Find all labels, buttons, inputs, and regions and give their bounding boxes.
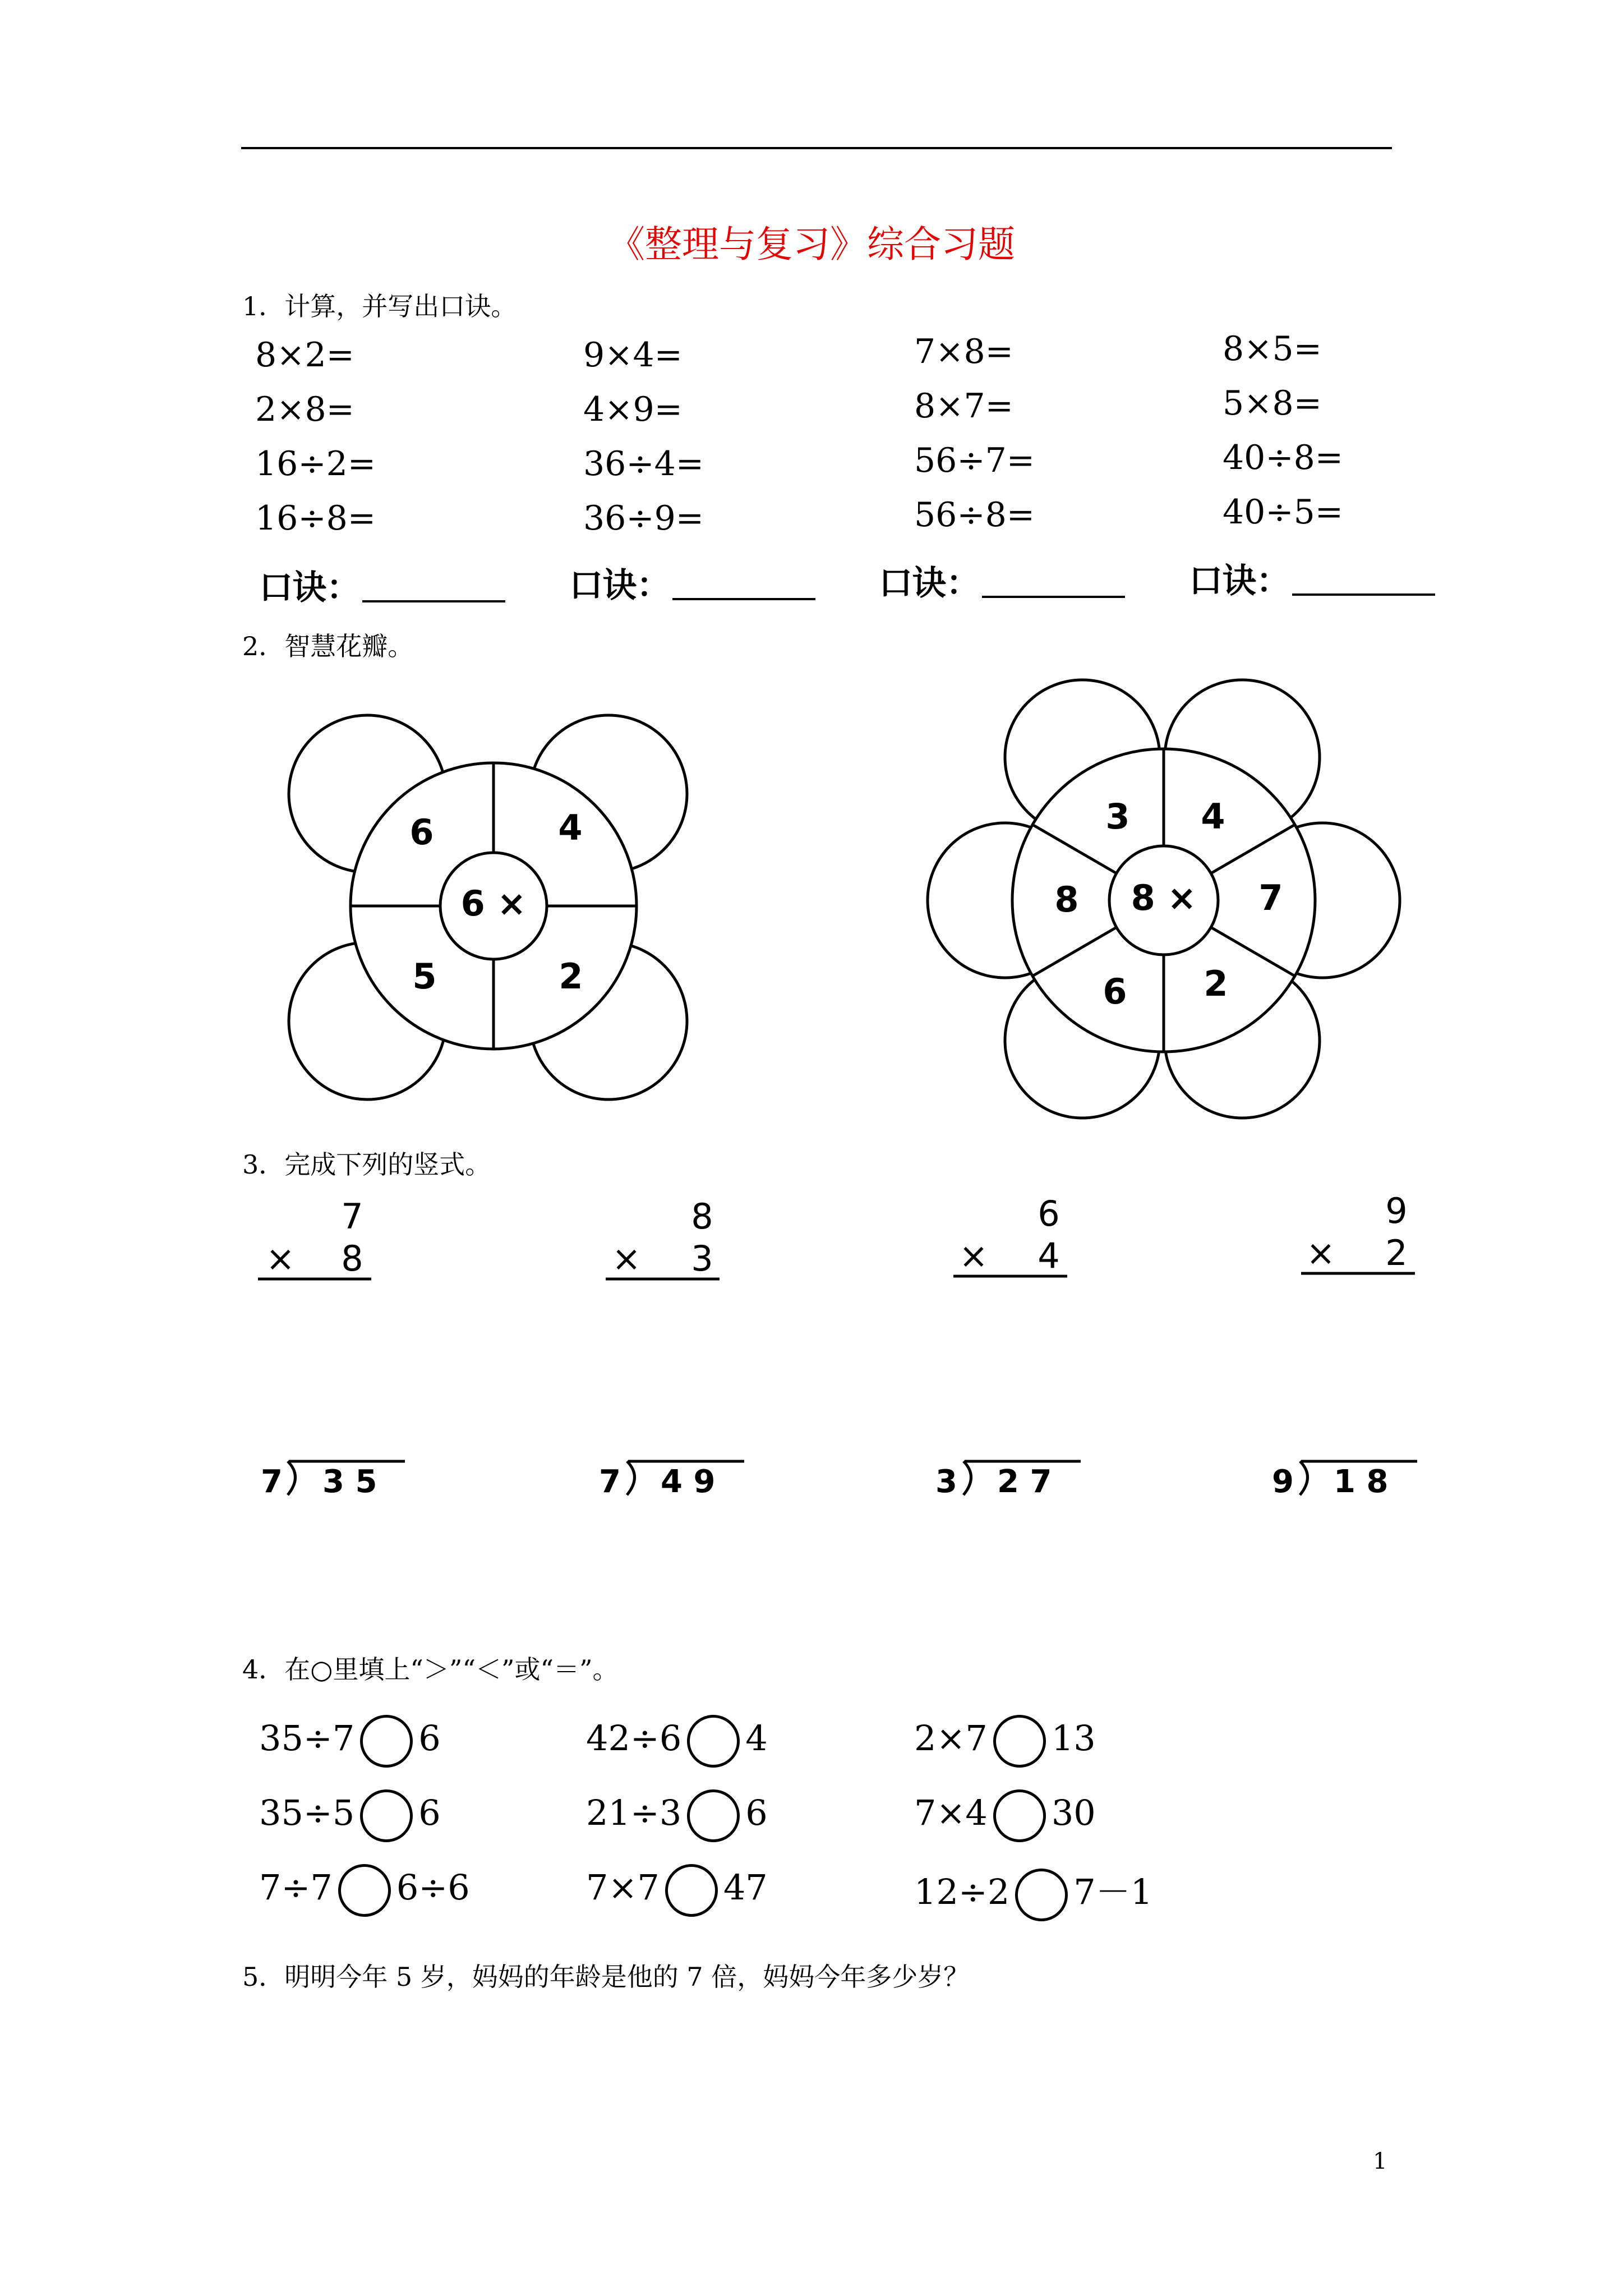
compare-right: 47 xyxy=(723,1867,768,1908)
divisor: 7 xyxy=(599,1464,621,1500)
petal-number: 4 xyxy=(558,807,583,849)
koujue-label: 口诀： xyxy=(1189,562,1290,601)
q1-expr: 56÷8= xyxy=(914,495,1035,535)
petal-number: 3 xyxy=(1105,796,1130,838)
compare-right: 6÷6 xyxy=(396,1867,470,1908)
compare-left: 35÷7 xyxy=(259,1718,355,1759)
q5-heading: 5．明明今年 5 岁，妈妈的年龄是他的 7 倍，妈妈今年多少岁？ xyxy=(242,1962,970,1992)
dividend: 3 5 xyxy=(322,1464,377,1500)
times-sign: × xyxy=(1306,1232,1335,1273)
petal-number: 4 xyxy=(1201,796,1225,838)
koujue-blank[interactable] xyxy=(362,572,505,602)
header-rule xyxy=(241,147,1392,149)
compare-item xyxy=(586,1715,768,1768)
koujue-blank[interactable] xyxy=(672,570,815,600)
compare-left: 42÷6 xyxy=(586,1718,682,1759)
q1-expr: 40÷8= xyxy=(1223,438,1344,477)
divisor: 9 xyxy=(1272,1464,1294,1500)
q1-expr: 56÷7= xyxy=(914,441,1035,480)
q1-expr: 2×8= xyxy=(255,390,354,429)
q1-expr: 36÷9= xyxy=(583,499,704,538)
answer-circle[interactable] xyxy=(687,1789,740,1842)
compare-item xyxy=(586,1864,768,1917)
koujue-label: 口诀： xyxy=(879,564,980,603)
koujue-line xyxy=(1189,554,1435,602)
answer-circle[interactable] xyxy=(993,1789,1046,1842)
flower-diagram-1 xyxy=(269,684,718,1122)
q1-expr: 4×9= xyxy=(583,390,683,429)
q1-expr: 7×8= xyxy=(914,332,1013,371)
q1-expr: 9×4= xyxy=(583,335,683,375)
q1-expr: 40÷5= xyxy=(1223,493,1344,532)
koujue-label: 口诀： xyxy=(259,568,360,608)
center-multiplier: 6 × xyxy=(460,883,527,924)
mult-top-digit: 6 xyxy=(1038,1193,1060,1234)
compare-item xyxy=(914,1789,1096,1842)
dividend: 1 8 xyxy=(1334,1464,1389,1500)
koujue-blank[interactable] xyxy=(1292,565,1435,596)
compare-item xyxy=(259,1789,441,1842)
q1-expr: 8×2= xyxy=(255,335,354,375)
compare-left: 21÷3 xyxy=(586,1792,682,1834)
divisor: 7 xyxy=(261,1464,283,1500)
q1-expr: 8×7= xyxy=(914,386,1013,426)
compare-left: 7×4 xyxy=(914,1792,988,1834)
vertical-calc-area xyxy=(247,1189,1447,1526)
times-sign: × xyxy=(266,1238,295,1279)
compare-left: 12÷2 xyxy=(914,1871,1010,1912)
q2-heading: 2．智慧花瓣。 xyxy=(242,631,414,661)
answer-circle[interactable] xyxy=(360,1789,413,1842)
answer-circle[interactable] xyxy=(338,1864,391,1917)
answer-circle[interactable] xyxy=(687,1715,740,1768)
q1-expr: 16÷8= xyxy=(255,499,376,538)
mult-top-digit: 9 xyxy=(1385,1190,1408,1231)
flower-diagram-2 xyxy=(909,662,1424,1133)
compare-item xyxy=(259,1864,470,1917)
compare-left: 7×7 xyxy=(586,1867,660,1908)
page-title: 《整理与复习》综合习题 xyxy=(608,223,1015,266)
compare-right: 30 xyxy=(1051,1792,1096,1834)
compare-right: 6 xyxy=(745,1792,768,1834)
compare-right: 13 xyxy=(1051,1718,1096,1759)
mult-top-digit: 7 xyxy=(341,1196,363,1237)
petal-number: 7 xyxy=(1258,877,1283,919)
answer-circle[interactable] xyxy=(360,1715,413,1768)
q1-expr: 16÷2= xyxy=(255,444,376,484)
mult-top-digit: 8 xyxy=(691,1196,713,1237)
q4-heading: 4．在○里填上“＞”“＜”或“＝”。 xyxy=(242,1654,619,1685)
koujue-line xyxy=(259,561,505,609)
petal-number: 8 xyxy=(1054,879,1079,921)
page-number: 1 xyxy=(1373,2148,1387,2174)
center-multiplier: 8 × xyxy=(1131,877,1197,919)
compare-left: 35÷5 xyxy=(259,1792,355,1834)
petal-number: 2 xyxy=(559,956,583,997)
compare-item xyxy=(914,1715,1096,1768)
compare-item xyxy=(259,1715,441,1768)
petal-number: 2 xyxy=(1204,963,1228,1005)
petal-number: 6 xyxy=(1103,971,1127,1013)
koujue-blank[interactable] xyxy=(982,568,1125,598)
q1-expr: 5×8= xyxy=(1223,384,1322,423)
divisor: 3 xyxy=(935,1464,957,1500)
compare-right: 6 xyxy=(418,1792,441,1834)
q1-expr: 36÷4= xyxy=(583,444,704,484)
koujue-label: 口诀： xyxy=(569,566,670,605)
answer-circle[interactable] xyxy=(665,1864,718,1917)
mult-bottom-digit: 2 xyxy=(1385,1232,1408,1273)
dividend: 2 7 xyxy=(997,1464,1052,1500)
mult-bottom-digit: 4 xyxy=(1038,1235,1060,1276)
koujue-line xyxy=(569,559,815,607)
compare-left: 7÷7 xyxy=(259,1867,333,1908)
compare-right: 7－1 xyxy=(1073,1871,1153,1912)
mult-bottom-digit: 8 xyxy=(341,1238,363,1279)
petal-number: 6 xyxy=(409,812,434,853)
mult-bottom-digit: 3 xyxy=(691,1238,713,1279)
compare-left: 2×7 xyxy=(914,1718,988,1759)
dividend: 4 9 xyxy=(661,1464,716,1500)
q1-expr: 8×5= xyxy=(1223,329,1322,369)
compare-item xyxy=(914,1864,1152,1921)
petal-number: 5 xyxy=(412,956,437,997)
koujue-line xyxy=(879,556,1125,605)
compare-right: 6 xyxy=(418,1718,441,1759)
q1-heading: 1．计算，并写出口诀。 xyxy=(242,291,517,321)
compare-item xyxy=(586,1789,768,1842)
q3-heading: 3．完成下列的竖式。 xyxy=(242,1149,491,1180)
answer-circle[interactable] xyxy=(1015,1869,1068,1921)
times-sign: × xyxy=(959,1235,988,1276)
compare-right: 4 xyxy=(745,1718,768,1759)
times-sign: × xyxy=(612,1238,641,1279)
answer-circle[interactable] xyxy=(993,1715,1046,1768)
